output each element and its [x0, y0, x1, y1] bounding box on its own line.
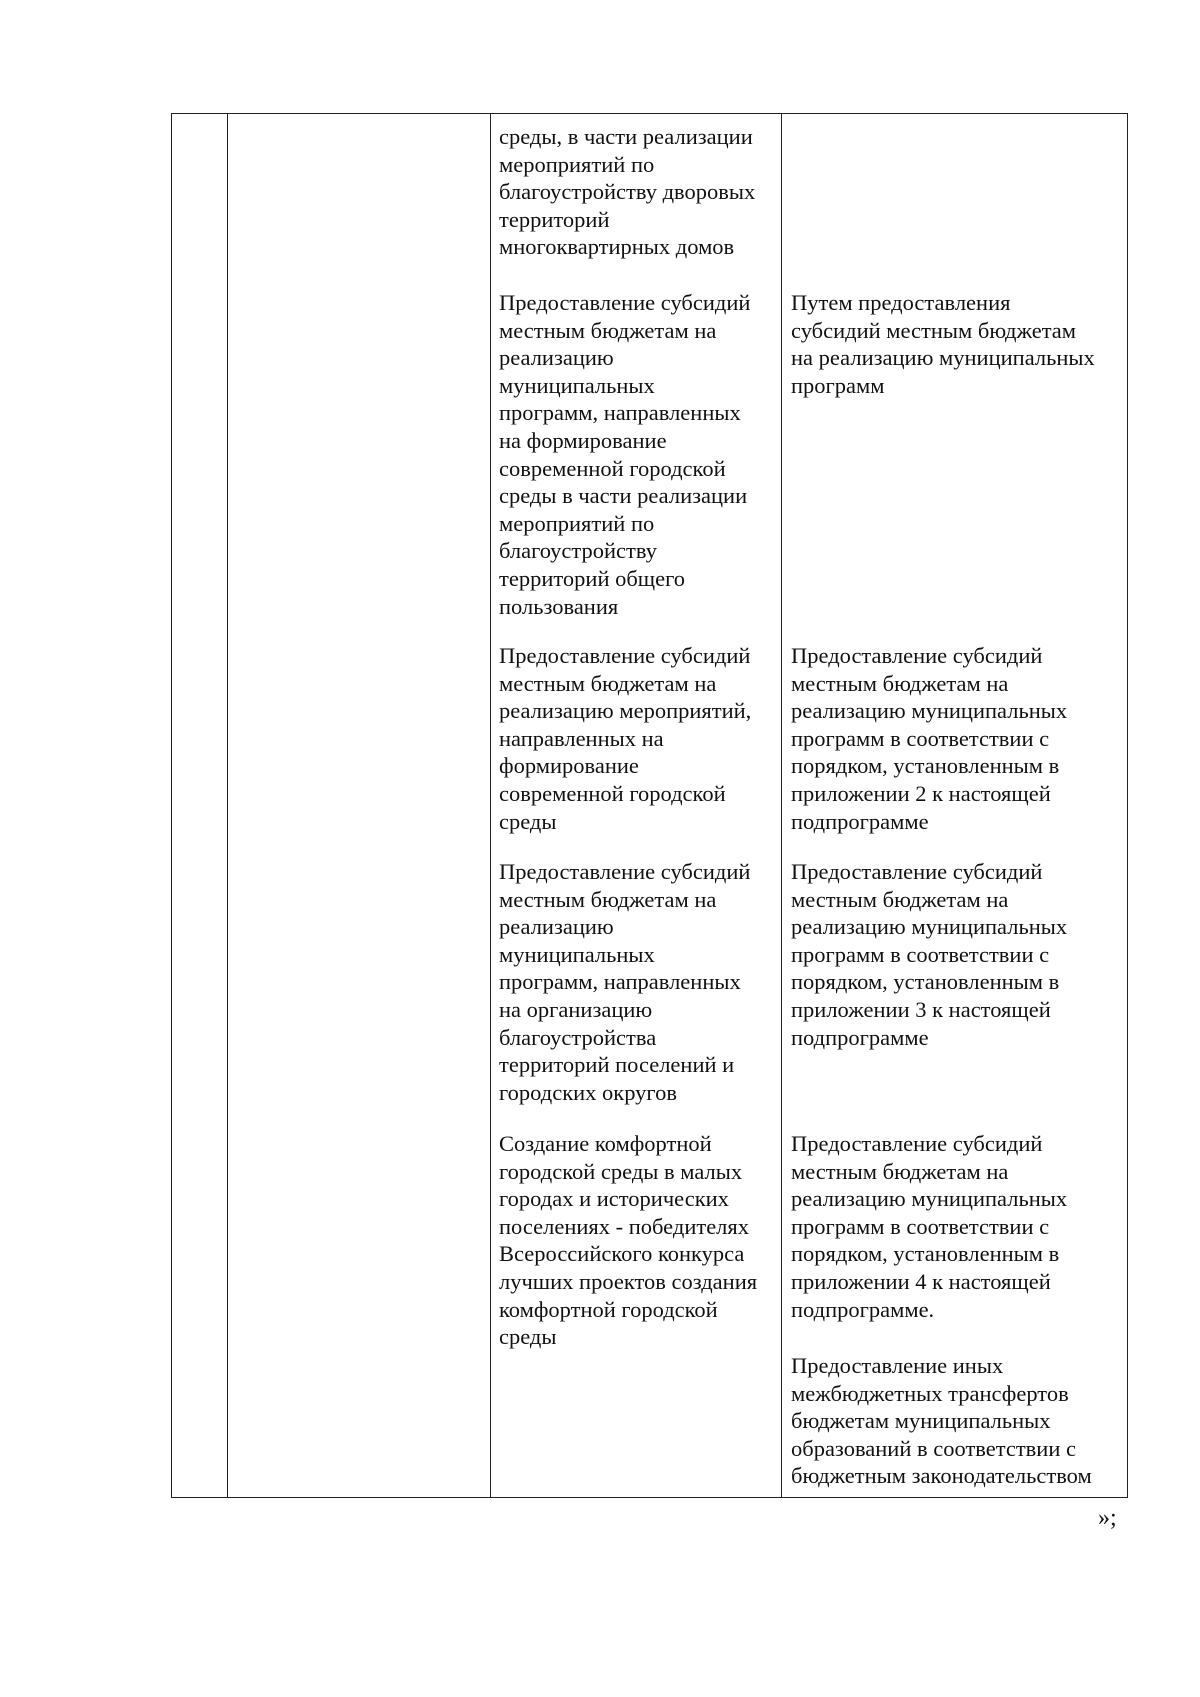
measure-cell-4: Предоставление субсидий местным бюджетам на реализацию муниципальных программ, направленных на организацию благоустройства территорий поселений и городских округов [499, 859, 751, 1105]
closing-quote-mark: »; [1098, 1505, 1117, 1531]
mechanism-cell-5: Предоставление иных межбюджетных трансфертов бюджетам муниципальных образований в соответствии с бюджетным законодательством [791, 1353, 1092, 1489]
measure-cell-5: Создание комфортной городской среды в малых городах и исторических поселениях - победителях Всероссийского конкурса лучших проектов создания комфортной городской среды [499, 1131, 758, 1350]
measure-cell-1: среды, в части реализации мероприятий по благоустройству дворовых территорий многоквартирных домов [499, 124, 756, 260]
mechanism-cell-1: Путем предоставления субсидий местным бюджетам на реализацию муниципальных программ [791, 290, 1095, 398]
measure-cell-2: Предоставление субсидий местным бюджетам на реализацию муниципальных программ, направленных на формирование современной городской среды в части реализации мероприятий по благоустройству территорий общего пользования [499, 290, 751, 619]
measure-cell-3: Предоставление субсидий местным бюджетам на реализацию мероприятий, направленных на формирование современной городской среды [499, 643, 752, 834]
mechanism-cell-2: Предоставление субсидий местным бюджетам на реализацию муниципальных программ в соответствии с порядком, установленным в приложении 2 к настоящей подпрограмме [791, 643, 1068, 834]
column-divider-2 [490, 114, 491, 1497]
document-table [171, 113, 1128, 1498]
mechanism-cell-4: Предоставление субсидий местным бюджетам на реализацию муниципальных программ в соответствии с порядком, установленным в приложении 4 к настоящей подпрограмме. [791, 1131, 1068, 1322]
column-divider-1 [227, 114, 228, 1497]
mechanism-cell-3: Предоставление субсидий местным бюджетам на реализацию муниципальных программ в соответствии с порядком, установленным в приложении 3 к настоящей подпрограмме [791, 859, 1068, 1050]
